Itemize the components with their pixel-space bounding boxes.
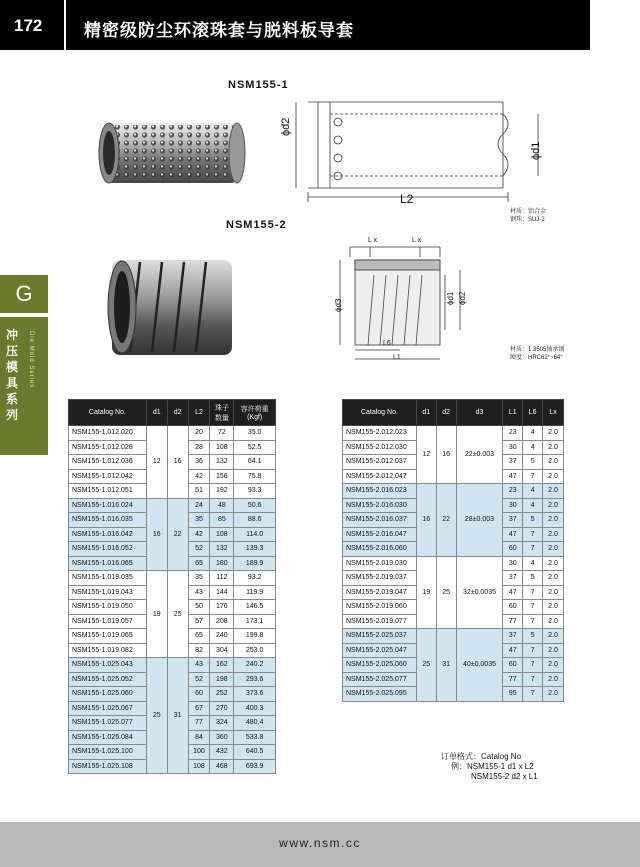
lx-value: 2.0	[543, 687, 564, 702]
l6-value: 5	[523, 455, 543, 470]
catalog-number: NSM155-2.019.037	[343, 571, 417, 586]
l2-value: 82	[188, 643, 210, 658]
catalog-number: NSM155-1.025.100	[69, 745, 147, 760]
l2-value: 43	[188, 658, 210, 673]
allowable-load: 293.6	[234, 672, 276, 687]
product1-d1-label: ϕd1	[530, 141, 542, 160]
l6-value: 7	[523, 527, 543, 542]
allowable-load: 52.5	[234, 440, 276, 455]
table2-header-cell: Catalog No.	[343, 400, 417, 426]
l2-value: 57	[188, 614, 210, 629]
lx-value: 2.0	[543, 672, 564, 687]
catalog-number: NSM155-1.025.052	[69, 672, 147, 687]
product2-d1-label: ϕd1	[446, 291, 455, 305]
l1-value: 37	[503, 455, 523, 470]
lx-value: 2.0	[543, 513, 564, 528]
catalog-number: NSM155-2.025.037	[343, 629, 417, 644]
catalog-number: NSM155-1.019.065	[69, 629, 147, 644]
product2-drawing	[320, 235, 480, 365]
lx-value: 2.0	[543, 426, 564, 441]
catalog-number: NSM155-1.019.082	[69, 643, 147, 658]
catalog-number: NSM155-2.012.023	[343, 426, 417, 441]
l2-value: 67	[188, 701, 210, 716]
l2-value: 52	[188, 542, 210, 557]
catalog-number: NSM155-2.019.060	[343, 600, 417, 615]
l1-value: 23	[503, 426, 523, 441]
catalog-number: NSM155-2.025.060	[343, 658, 417, 673]
l6-value: 4	[523, 556, 543, 571]
l2-value: 28	[188, 440, 210, 455]
table2-header-cell: d3	[456, 400, 503, 426]
l2-value: 65	[188, 556, 210, 571]
l6-value: 4	[523, 484, 543, 499]
l2-value: 35	[188, 513, 210, 528]
product2-material	[510, 346, 564, 362]
section-label	[0, 317, 48, 455]
lx-value: 2.0	[543, 542, 564, 557]
d1-value: 19	[416, 556, 436, 629]
l1-value: 60	[503, 542, 523, 557]
table2-header-cell: Lx	[543, 400, 564, 426]
l1-value: 30	[503, 440, 523, 455]
l1-value: 47	[503, 469, 523, 484]
l6-value: 5	[523, 629, 543, 644]
l1-value: 37	[503, 629, 523, 644]
allowable-load: 693.9	[234, 759, 276, 774]
ball-count: 176	[210, 600, 234, 615]
product2-d3-label: ϕd3	[334, 298, 343, 312]
allowable-load: 533.8	[234, 730, 276, 745]
catalog-number: NSM155-1.019.050	[69, 600, 147, 615]
table-row	[343, 556, 564, 571]
allowable-load: 93.2	[234, 571, 276, 586]
l2-value: 24	[188, 498, 210, 513]
catalog-number: NSM155-2.016.047	[343, 527, 417, 542]
catalog-number: NSM155-2.025.047	[343, 643, 417, 658]
d2-value: 22	[167, 498, 188, 571]
ball-count: 240	[210, 629, 234, 644]
l1-value: 37	[503, 571, 523, 586]
d2-value: 16	[436, 426, 456, 484]
l1-value: 77	[503, 672, 523, 687]
ball-count: 85	[210, 513, 234, 528]
catalog-number: NSM155-1.019.057	[69, 614, 147, 629]
table1-header-row	[69, 400, 276, 426]
ball-count: 144	[210, 585, 234, 600]
catalog-number: NSM155-1.025.067	[69, 701, 147, 716]
l6-value: 4	[523, 440, 543, 455]
lx-value: 2.0	[543, 585, 564, 600]
table1-header-cell: 珠子 数量	[210, 400, 234, 426]
catalog-number: NSM155-1.016.024	[69, 498, 147, 513]
catalog-number: NSM155-2.016.037	[343, 513, 417, 528]
catalog-number: NSM155-1.025.060	[69, 687, 147, 702]
catalog-number: NSM155-2.016.030	[343, 498, 417, 513]
allowable-load: 253.0	[234, 643, 276, 658]
lx-value: 2.0	[543, 643, 564, 658]
table2-header-cell: L6	[523, 400, 543, 426]
d1-value: 16	[416, 484, 436, 557]
website-url: www.nsm.cc	[279, 836, 361, 850]
d3-value: 28±0.003	[456, 484, 503, 557]
ball-count: 132	[210, 542, 234, 557]
d1-value: 12	[146, 426, 167, 499]
ball-count: 132	[210, 455, 234, 470]
l2-value: 65	[188, 629, 210, 644]
order-example-1: 例：NSM155-1 d1 x L2	[451, 762, 534, 771]
l2-value: 108	[188, 759, 210, 774]
l6-value: 7	[523, 687, 543, 702]
l2-value: 42	[188, 527, 210, 542]
l2-value: 77	[188, 716, 210, 731]
catalog-number: NSM155-1.012.042	[69, 469, 147, 484]
ball-count: 468	[210, 759, 234, 774]
catalog-number: NSM155-1.016.065	[69, 556, 147, 571]
d1-value: 12	[416, 426, 436, 484]
catalog-number: NSM155-1.025.084	[69, 730, 147, 745]
l1-value: 37	[503, 513, 523, 528]
d2-value: 31	[436, 629, 456, 702]
product2-photo	[100, 252, 245, 362]
product2-d2-label: ϕd2	[458, 291, 467, 305]
catalog-number: NSM155-1.012.051	[69, 484, 147, 499]
allowable-load: 373.6	[234, 687, 276, 702]
table1-header-cell: d2	[167, 400, 188, 426]
table-row	[343, 426, 564, 441]
catalog-number: NSM155-1.025.077	[69, 716, 147, 731]
section-char: 列	[6, 408, 19, 422]
allowable-load: 199.8	[234, 629, 276, 644]
ball-count: 208	[210, 614, 234, 629]
nsm155-1-spec-table	[68, 399, 276, 774]
table2-header-cell: d2	[436, 400, 456, 426]
ball-count: 48	[210, 498, 234, 513]
table2-header-cell: L1	[503, 400, 523, 426]
side-tab	[0, 275, 48, 455]
l2-value: 60	[188, 687, 210, 702]
l1-value: 47	[503, 643, 523, 658]
ball-count: 108	[210, 440, 234, 455]
catalog-number: NSM155-2.012.030	[343, 440, 417, 455]
allowable-load: 50.6	[234, 498, 276, 513]
allowable-load: 189.9	[234, 556, 276, 571]
catalog-number: NSM155-1.016.035	[69, 513, 147, 528]
l6-value: 7	[523, 600, 543, 615]
table-row	[69, 426, 276, 441]
lx-value: 2.0	[543, 556, 564, 571]
l2-value: 84	[188, 730, 210, 745]
catalog-number: NSM155-2.025.077	[343, 672, 417, 687]
allowable-load: 146.5	[234, 600, 276, 615]
product1-material	[510, 208, 546, 224]
l1-value: 47	[503, 527, 523, 542]
d1-value: 19	[146, 571, 167, 658]
catalog-number: NSM155-2.019.077	[343, 614, 417, 629]
l6-value: 7	[523, 672, 543, 687]
header-divider	[64, 0, 66, 50]
l2-value: 36	[188, 455, 210, 470]
lx-value: 2.0	[543, 629, 564, 644]
ball-count: 156	[210, 469, 234, 484]
l1-value: 60	[503, 658, 523, 673]
catalog-number: NSM155-1.016.042	[69, 527, 147, 542]
ball-count: 180	[210, 556, 234, 571]
product1-label: NSM155-1	[228, 79, 289, 91]
page-footer	[0, 822, 640, 867]
lx-value: 2.0	[543, 571, 564, 586]
catalog-number: NSM155-1.012.028	[69, 440, 147, 455]
order-example-2: NSM155-2 d2 x L1	[471, 772, 538, 781]
page-header	[0, 0, 640, 50]
table1-header-cell: Catalog No.	[69, 400, 147, 426]
table-row	[343, 629, 564, 644]
table2-header-cell: d1	[416, 400, 436, 426]
d1-value: 25	[416, 629, 436, 702]
d1-value: 25	[146, 658, 167, 774]
section-char: 冲	[6, 328, 19, 342]
catalog-number: NSM155-2.016.023	[343, 484, 417, 499]
section-english-label: Die Mold Series	[28, 331, 34, 389]
allowable-load: 64.1	[234, 455, 276, 470]
catalog-number: NSM155-1.016.052	[69, 542, 147, 557]
order-format	[441, 752, 538, 782]
allowable-load: 173.1	[234, 614, 276, 629]
catalog-number: NSM155-1.012.020	[69, 426, 147, 441]
l1-value: 30	[503, 498, 523, 513]
ball-count: 192	[210, 484, 234, 499]
table-row	[69, 658, 276, 673]
product1-l2-label: L2	[400, 192, 414, 206]
page-title: 精密级防尘环滚珠套与脱料板导套	[84, 21, 354, 40]
section-char: 具	[6, 376, 19, 390]
ball-count: 252	[210, 687, 234, 702]
order-format-title: 订单格式：Catalog No	[441, 752, 522, 761]
ball-count: 108	[210, 527, 234, 542]
ball-count: 112	[210, 571, 234, 586]
l2-value: 35	[188, 571, 210, 586]
section-chinese-label	[6, 327, 22, 423]
table-row	[69, 498, 276, 513]
d2-value: 31	[167, 658, 188, 774]
l2-value: 100	[188, 745, 210, 760]
allowable-load: 139.3	[234, 542, 276, 557]
allowable-load: 480.4	[234, 716, 276, 731]
ball-count: 324	[210, 716, 234, 731]
page-number: 172	[14, 16, 43, 35]
product2-lx-label-2: L x	[412, 237, 422, 244]
l6-value: 4	[523, 498, 543, 513]
product2-label: NSM155-2	[226, 219, 287, 231]
allowable-load: 88.6	[234, 513, 276, 528]
table-row	[69, 571, 276, 586]
allowable-load: 240.2	[234, 658, 276, 673]
l6-value: 7	[523, 585, 543, 600]
catalog-number: NSM155-2.025.095	[343, 687, 417, 702]
nsm155-2-spec-table	[342, 399, 564, 702]
l6-value: 7	[523, 614, 543, 629]
catalog-number: NSM155-1.025.043	[69, 658, 147, 673]
ball-count: 270	[210, 701, 234, 716]
lx-value: 2.0	[543, 600, 564, 615]
l6-value: 7	[523, 542, 543, 557]
allowable-load: 119.9	[234, 585, 276, 600]
catalog-number: NSM155-1.019.035	[69, 571, 147, 586]
allowable-load: 640.5	[234, 745, 276, 760]
catalog-number: NSM155-2.012.047	[343, 469, 417, 484]
table1-header-cell: L2	[188, 400, 210, 426]
section-char: 压	[6, 344, 19, 358]
table1-header-cell: d1	[146, 400, 167, 426]
product2-lx-label-1: L x	[368, 237, 378, 244]
catalog-number: NSM155-2.012.037	[343, 455, 417, 470]
lx-value: 2.0	[543, 469, 564, 484]
catalog-number: NSM155-1.019.043	[69, 585, 147, 600]
lx-value: 2.0	[543, 440, 564, 455]
product1-d2-label: ϕd2	[280, 117, 292, 136]
ball-count: 162	[210, 658, 234, 673]
l6-value: 5	[523, 571, 543, 586]
l1-value: 95	[503, 687, 523, 702]
d3-value: 40±0.0035	[456, 629, 503, 702]
lx-value: 2.0	[543, 484, 564, 499]
table1-header-cell: 容许荷重 (Kgf)	[234, 400, 276, 426]
l2-value: 51	[188, 484, 210, 499]
table-row	[343, 484, 564, 499]
l6-value: 4	[523, 426, 543, 441]
section-char: 模	[6, 360, 19, 374]
lx-value: 2.0	[543, 527, 564, 542]
product1-material-line: 材质：铝合金	[510, 209, 547, 215]
lx-value: 2.0	[543, 455, 564, 470]
l1-value: 23	[503, 484, 523, 499]
l1-value: 47	[503, 585, 523, 600]
l1-value: 77	[503, 614, 523, 629]
l1-value: 60	[503, 600, 523, 615]
product1-photo	[95, 115, 250, 190]
product1-ball-line: 钢珠：SUJ-2	[510, 217, 545, 223]
l6-value: 5	[523, 513, 543, 528]
catalog-number: NSM155-2.016.060	[343, 542, 417, 557]
catalog-number: NSM155-2.019.030	[343, 556, 417, 571]
d2-value: 22	[436, 484, 456, 557]
table2-header-row	[343, 400, 564, 426]
catalog-number: NSM155-1.012.036	[69, 455, 147, 470]
ball-count: 198	[210, 672, 234, 687]
catalog-number: NSM155-2.019.047	[343, 585, 417, 600]
product2-material-line: 材质：1.3505轴承钢	[510, 347, 565, 353]
lx-value: 2.0	[543, 498, 564, 513]
lx-value: 2.0	[543, 658, 564, 673]
l6-value: 7	[523, 469, 543, 484]
product2-l6-label: L6	[383, 340, 391, 347]
product2-hardness-line: 硬度：HRC62°~64°	[510, 355, 563, 361]
catalog-number: NSM155-1.025.108	[69, 759, 147, 774]
l2-value: 42	[188, 469, 210, 484]
allowable-load: 114.0	[234, 527, 276, 542]
d1-value: 16	[146, 498, 167, 571]
l6-value: 7	[523, 643, 543, 658]
ball-count: 72	[210, 426, 234, 441]
d2-value: 25	[167, 571, 188, 658]
l2-value: 20	[188, 426, 210, 441]
l2-value: 52	[188, 672, 210, 687]
l1-value: 30	[503, 556, 523, 571]
l2-value: 50	[188, 600, 210, 615]
l6-value: 7	[523, 658, 543, 673]
ball-count: 432	[210, 745, 234, 760]
lx-value: 2.0	[543, 614, 564, 629]
product2-l1-label: L1	[393, 354, 401, 361]
allowable-load: 93.3	[234, 484, 276, 499]
ball-count: 360	[210, 730, 234, 745]
l2-value: 43	[188, 585, 210, 600]
d3-value: 22±0.003	[456, 426, 503, 484]
allowable-load: 400.3	[234, 701, 276, 716]
section-char: 系	[6, 392, 19, 406]
ball-count: 304	[210, 643, 234, 658]
d2-value: 16	[167, 426, 188, 499]
allowable-load: 75.8	[234, 469, 276, 484]
d2-value: 25	[436, 556, 456, 629]
section-letter: G	[0, 275, 48, 313]
allowable-load: 35.0	[234, 426, 276, 441]
d3-value: 32±0.0035	[456, 556, 503, 629]
